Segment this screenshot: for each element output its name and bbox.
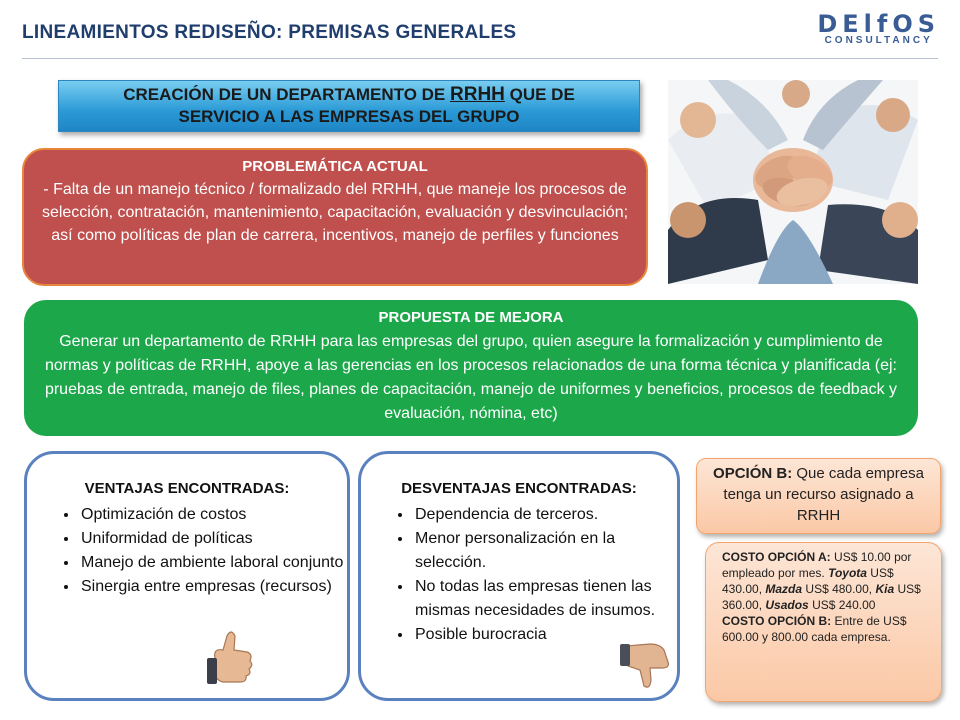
disadvantages-list bbox=[361, 503, 677, 647]
logo-main-text: DElfOS bbox=[817, 10, 940, 38]
option-b-box bbox=[696, 458, 941, 534]
cost-mazda-label: Mazda bbox=[765, 582, 803, 596]
option-b-label: OPCIÓN B: bbox=[713, 465, 793, 482]
cost-b-text: Entre de US$ 600.00 y 800.00 cada empresa. bbox=[722, 614, 907, 644]
list-item: • Menor personalización en la selección. bbox=[413, 527, 659, 575]
advantages-heading: VENTAJAS ENCONTRADAS: bbox=[84, 480, 290, 497]
cost-b-label: COSTO OPCIÓN B: bbox=[722, 614, 832, 628]
costs-box bbox=[705, 542, 942, 702]
header-divider bbox=[22, 58, 938, 59]
banner-line2: SERVICIO A LAS EMPRESAS DEL GRUPO bbox=[178, 107, 520, 126]
problem-heading: PROBLEMÁTICA ACTUAL bbox=[242, 158, 428, 175]
banner-line1-pre: CREACIÓN DE UN DEPARTAMENTO DE bbox=[123, 85, 450, 104]
list-item: • No todas las empresas tienen las mismas necesidades de insumos. bbox=[413, 575, 659, 623]
cost-a-text: US$ 10.00 por empleado por mes. bbox=[722, 550, 912, 580]
team-hands-photo bbox=[668, 80, 918, 284]
list-item: • Uniformidad de políticas bbox=[79, 527, 347, 551]
list-item: • Manejo de ambiente laboral conjunto bbox=[79, 551, 347, 575]
cost-kia-value: US$ 360.00, bbox=[722, 582, 921, 612]
problem-text: - Falta de un manejo técnico / formalizado del RRHH, que maneje los procesos de selección, contratación, mantenimiento, capacitación, evaluación y desvinculación; así como políticas de plan de carrera, incentivos, manejo de perfiles y funciones bbox=[41, 181, 629, 244]
list-item: • Posible burocracia bbox=[413, 623, 659, 647]
thumbs-down-icon bbox=[620, 640, 672, 692]
improvement-proposal-box bbox=[24, 300, 918, 436]
cost-toyota-value: US$ 430.00, bbox=[722, 566, 894, 596]
cost-toyota-label: Toyota bbox=[828, 566, 867, 580]
logo-sub-text: CONSULTANCY bbox=[824, 35, 933, 46]
proposal-heading: PROPUESTA DE MEJORA bbox=[378, 309, 564, 326]
page-title: LINEAMIENTOS REDISEÑO: PREMISAS GENERALES bbox=[22, 22, 517, 43]
disadvantages-heading: DESVENTAJAS ENCONTRADAS: bbox=[401, 480, 637, 497]
advantages-list bbox=[27, 503, 347, 599]
advantages-box bbox=[24, 451, 350, 701]
list-item: • Sinergia entre empresas (recursos) bbox=[79, 575, 347, 599]
rrhh-department-banner bbox=[58, 80, 640, 132]
list-item: • Optimización de costos bbox=[79, 503, 347, 527]
cost-a-label: COSTO OPCIÓN A: bbox=[722, 550, 831, 564]
cost-kia-label: Kia bbox=[875, 582, 895, 596]
current-problem-box bbox=[22, 148, 648, 286]
cost-usados-label: Usados bbox=[765, 598, 809, 612]
banner-rrhh-underlined: RRHH bbox=[450, 84, 505, 105]
thumbs-up-icon bbox=[205, 628, 257, 688]
delfos-logo bbox=[817, 10, 940, 46]
cost-mazda-value: US$ 480.00, bbox=[802, 582, 876, 596]
banner-line1-post: QUE DE bbox=[504, 85, 575, 104]
proposal-text: Generar un departamento de RRHH para las empresas del grupo, quien asegure la formalización y cumplimiento de normas y políticas de RRHH, apoye a las gerencias en los procesos relacionados de una forma técnica y planificada (ej: pruebas de entrada, manejo de files, planes de capacitación, manejo de uniformes y beneficios, procesos de feedback y evaluación, nómina, etc) bbox=[44, 333, 898, 422]
list-item: • Dependencia de terceros. bbox=[413, 503, 659, 527]
cost-usados-value: US$ 240.00 bbox=[808, 598, 876, 612]
option-b-text: Que cada empresa tenga un recurso asignado a RRHH bbox=[723, 465, 924, 524]
